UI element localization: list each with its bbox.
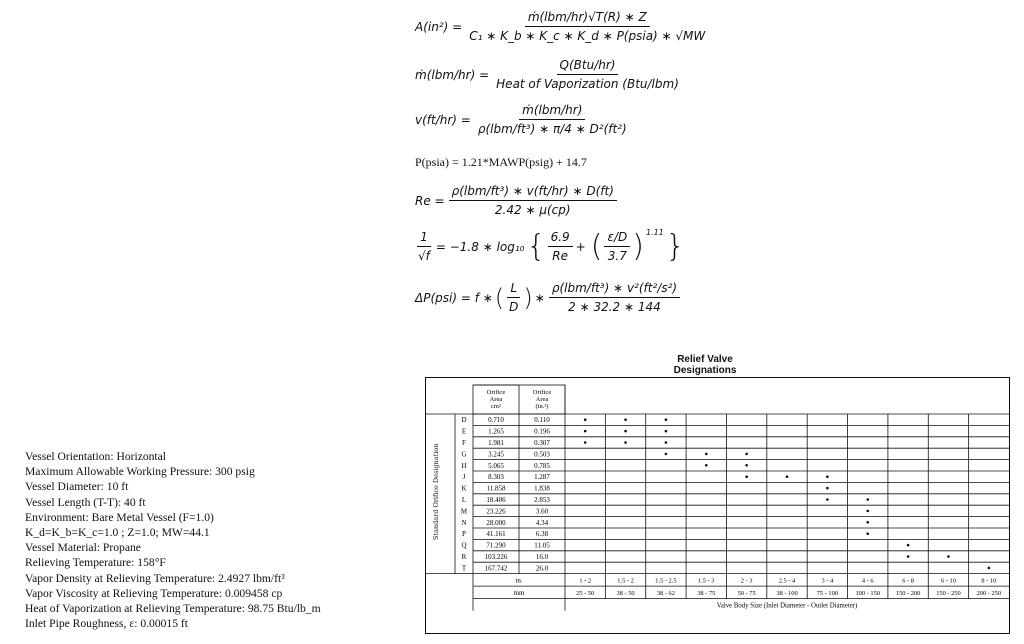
equation-reynolds [415,184,617,217]
size-mm-label: 150 - 200 [895,590,921,598]
row-letter: Q [461,541,467,550]
row-letter: P [462,530,466,539]
eq-re-fraction [449,184,617,217]
spec-coefficients: K_d=K_b=K_c=1.0 ; Z=1.0; MW=44.1 [25,526,210,540]
eq-f-lhs-den: √f [418,249,430,263]
size-in-label: 4 - 6 [861,577,874,585]
row-area-cm: 5.065 [488,461,504,470]
row-letter: F [462,439,466,447]
size-dot [705,464,708,467]
spec-roughness: Inlet Pipe Roughness, ε: 0.00015 ft [25,617,188,631]
eq-f-exponent: 1.11 [645,228,664,237]
header-in-line: Orifice [532,389,552,396]
vessel-specifications [25,449,321,631]
size-dot [988,567,991,570]
size-dot [705,453,708,456]
row-area-in: 1.287 [534,473,550,482]
equation-friction-factor: $\frac{1}{√f}$ = −1.8 ∗ log₁₀ { $\frac{6.9}{Re}$ + ( $\frac{\varepsilon/D}{3.7}$ ) 1.11 } [415,230,687,263]
size-dot [826,475,829,478]
eq-f-lhs-num: 1 [417,230,431,247]
size-mm-label: 38 - 62 [656,590,675,598]
size-mm-label: 25 - 50 [576,590,595,598]
eq-f-mid: = −1.8 ∗ log₁₀ [435,239,525,254]
eq-re-lhs: Re = [415,193,445,208]
size-dot [866,498,869,501]
eq-f-b-den: 3.7 [607,249,627,263]
size-mm-label: 38 - 75 [697,590,716,598]
row-area-in: 4.34 [535,518,549,527]
row-area-in: 11.05 [534,541,550,550]
header-cm-line: Orifice [486,389,506,396]
size-dot [624,441,627,444]
eq-dp-ld-den: D [509,300,519,314]
eq-re-denominator: 2.42 ∗ μ(cp) [494,203,571,217]
size-dot [665,430,668,433]
eq-area-numerator: ṁ(lbm/hr)√T(R) ∗ Z [525,10,650,27]
equation-mass-flow [415,58,682,91]
size-mm-label: 38 - 100 [776,590,798,598]
row-letter: J [462,473,466,482]
size-dot [584,430,587,433]
side-label-orifice-designation: Standard Orifice Designation [432,443,440,540]
row-area-in: 3.60 [535,507,549,516]
spec-environment: Environment: Bare Metal Vessel (F=1.0) [25,510,214,524]
unit-mm-label: mm [513,589,525,598]
size-dot [624,430,627,433]
eq-area-lhs: A(in²) = [415,19,463,34]
row-letter: H [461,461,467,470]
spec-length: Vessel Length (T-T): 40 ft [25,495,146,509]
row-area-cm: 0.710 [488,416,504,425]
size-dot [786,475,789,478]
row-area-cm: 3.245 [488,450,504,459]
size-dot [745,475,748,478]
row-area-cm: 1.265 [488,427,504,436]
size-dot [584,441,587,444]
spec-diameter: Vessel Diameter: 10 ft [25,480,129,494]
size-in-label: 2 - 3 [740,577,753,585]
size-dot [665,418,668,421]
size-mm-label: 200 - 250 [976,590,1002,598]
row-area-cm: 11.858 [486,484,506,493]
eq-velocity-lhs: v(ft/hr) = [415,112,471,127]
size-dot [866,521,869,524]
size-dot [907,544,910,547]
size-dot [947,555,950,558]
eq-f-plus: + [575,239,586,254]
equation-pressure: P(psia) = 1.21*MAWP(psig) + 14.7 [415,155,587,169]
size-dot [907,555,910,558]
row-area-in: 0.196 [534,427,550,436]
eq-mdot-numerator: Q(Btu/hr) [557,58,619,75]
header-cm-line: Area [489,396,503,403]
eq-f-a-num: 6.9 [548,230,573,247]
row-letter: N [461,518,467,527]
eq-velocity-numerator: ṁ(lbm/hr) [519,103,585,120]
row-area-cm: 41.161 [486,530,506,539]
size-footer: Valve Body Size (Inlet Diameter - Outlet Diameter) [716,602,858,610]
row-letter: K [461,484,467,493]
eq-dp-ld [506,281,521,314]
size-dot [624,418,627,421]
row-letter: R [461,553,467,561]
row-area-in: 0.307 [534,439,550,447]
size-dot [665,453,668,456]
header-in-line: Area [535,396,549,403]
eq-dp-denominator: 2 ∗ 32.2 ∗ 144 [568,300,661,314]
row-area-in: 2.853 [534,496,550,504]
eq-mdot-lhs: ṁ(lbm/hr) = [415,67,490,82]
size-in-label: 2.5 - 4 [778,577,796,585]
row-area-cm: 23.226 [486,507,506,516]
size-dot [665,441,668,444]
size-mm-label: 75 - 100 [816,590,839,598]
size-dot [745,464,748,467]
size-in-label: 1 - 2 [579,577,592,585]
row-letter: M [460,507,468,516]
row-area-in: 1.838 [534,484,550,493]
size-dot [866,510,869,513]
size-in-label: 6 - 10 [940,577,956,585]
eq-f-term-b [604,230,630,263]
eq-f-b-num: ε/D [604,230,630,247]
relief-valve-title [660,354,750,376]
size-dot [866,532,869,535]
row-area-in: 16.0 [535,553,549,561]
header-in-line: (in.²) [535,403,549,410]
equation-orifice-area [415,10,708,43]
eq-dp-lhs: ΔP(psi) = f ∗ [415,290,493,305]
spec-vapor-density: Vapor Density at Relieving Temperature: 2.4927 lbm/ft³ [25,571,285,585]
row-letter: E [461,427,467,436]
spec-mawp: Maximum Allowable Working Pressure: 300 psig [25,465,255,479]
row-area-cm: 167.742 [484,564,508,573]
eq-mdot-denominator: Heat of Vaporization (Btu/lbm) [496,77,679,91]
relief-valve-title-line2: Designations [673,365,737,376]
row-area-cm: 8.303 [488,473,504,482]
eq-dp-fraction [549,281,680,314]
size-dot [584,418,587,421]
equation-pressure-drop: ΔP(psi) = f ∗ ( $\frac{L}{D}$ ) ∗ $\frac{\text{ρ(lbm/ft³) ∗ v²(ft²/s²)}}{2 ∗ 32.2 ∗ 144}$ [415,281,680,314]
spec-heat-vaporization: Heat of Vaporization at Relieving Temperature: 98.75 Btu/lb_m [25,602,321,616]
eq-dp-ld-num: L [507,281,520,298]
eq-mdot-fraction [493,58,682,91]
size-in-label: 1.5 - 2.5 [655,577,677,585]
size-dot [745,453,748,456]
row-area-in: 0.785 [534,461,550,470]
row-letter: G [461,450,467,459]
relief-valve-table [425,377,1010,634]
eq-velocity-fraction [475,103,630,136]
eq-area-denominator: C₁ ∗ K_b ∗ K_c ∗ K_d ∗ P(psia) ∗ √MW [469,29,706,43]
eq-f-a-den: Re [552,249,568,263]
size-mm-label: 50 - 75 [737,590,756,598]
spec-temperature: Relieving Temperature: 158°F [25,556,166,570]
eq-area-fraction [466,10,708,43]
size-dot [826,487,829,490]
eq-velocity-denominator: ρ(lbm/ft³) ∗ π/4 ∗ D²(ft²) [477,122,627,136]
size-mm-label: 150 - 250 [936,590,961,598]
header-cm-line: cm² [491,403,501,410]
eq-dp-numerator: ρ(lbm/ft³) ∗ v²(ft²/s²) [549,281,680,298]
spec-vapor-viscosity: Vapor Viscosity at Relieving Temperature: 0.009458 cp [25,586,283,600]
size-mm-label: 38 - 50 [616,590,635,598]
row-area-cm: 71.290 [486,541,506,550]
row-area-in: 26.0 [535,564,549,573]
row-area-cm: 18.406 [486,496,506,504]
row-area-cm: 1.981 [488,439,504,447]
row-area-in: 0.110 [534,416,550,425]
equation-velocity [415,103,630,136]
row-letter: T [461,564,467,573]
row-letter: L [461,496,467,504]
row-letter: D [461,416,467,425]
size-in-label: 1.5 - 3 [698,577,715,585]
relief-valve-title-line1: Relief Valve [677,354,733,365]
size-in-label: 3 - 4 [821,577,834,585]
spec-material: Vessel Material: Propane [25,541,141,555]
row-area-cm: 103.226 [484,553,508,561]
row-area-in: 0.503 [534,450,550,459]
size-mm-label: 100 - 150 [855,590,880,598]
size-dot [826,498,829,501]
size-in-label: 1.5 - 2 [617,577,634,585]
size-in-label: 6 - 8 [902,577,914,585]
eq-f-lhs [415,230,433,263]
row-area-in: 6.38 [535,530,549,539]
row-area-cm: 28.000 [486,518,506,527]
eq-f-term-a [548,230,573,263]
spec-orientation: Vessel Orientation: Horizontal [25,450,167,463]
size-in-label: 8 - 10 [981,577,997,585]
eq-re-numerator: ρ(lbm/ft³) ∗ v(ft/hr) ∗ D(ft) [449,184,617,201]
unit-in-label: in. [515,576,523,585]
